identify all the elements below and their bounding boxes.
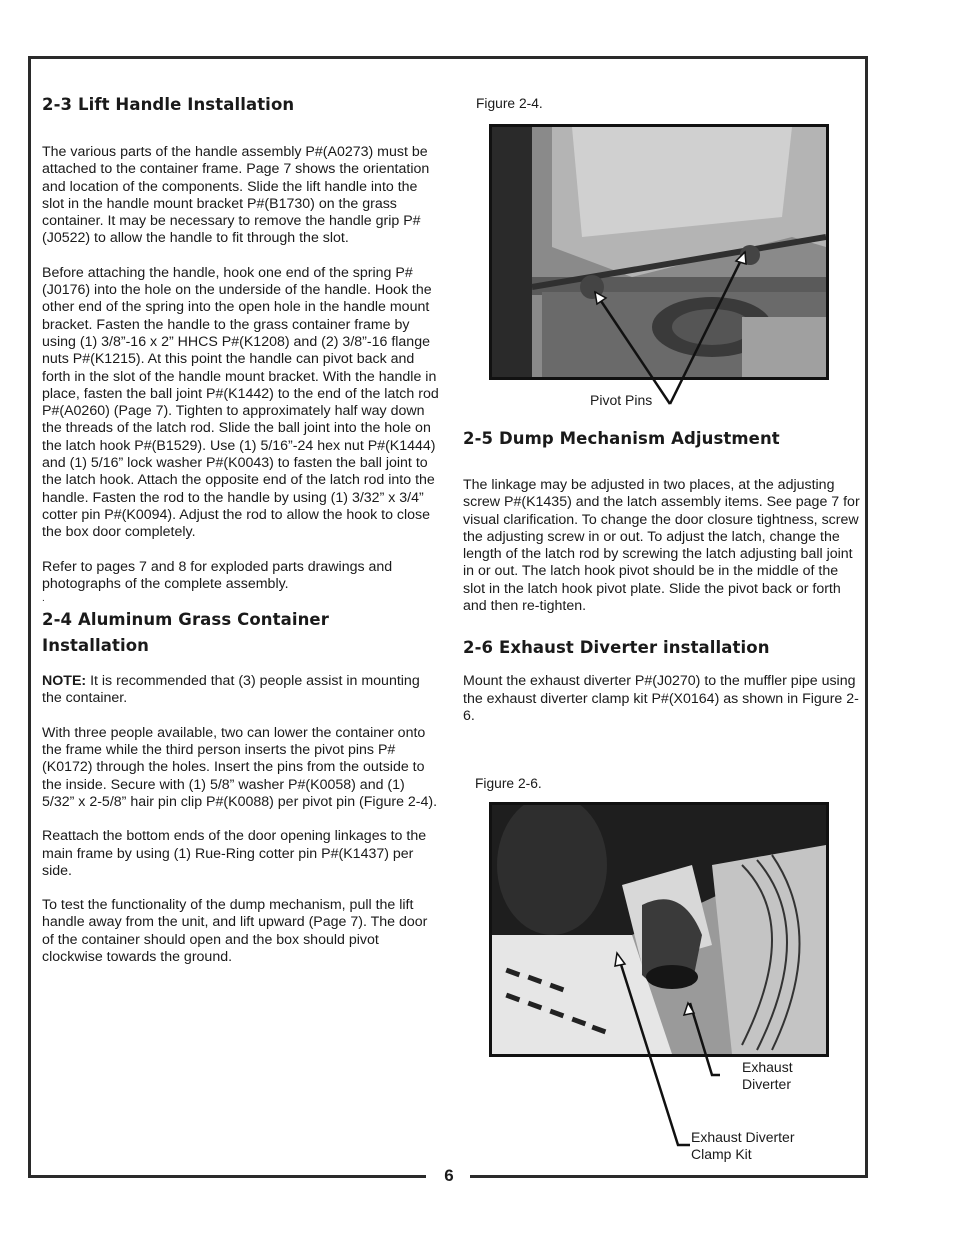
section-heading-container-line1: 2-4 Aluminum Grass Container: [42, 610, 329, 630]
figure-2-4-caption: Figure 2-4.: [476, 96, 543, 111]
left-column: [42, 92, 440, 966]
lift-handle-paragraph-2: Before attaching the handle, hook one end of the spring P#(J0176) into the hole on the underside of the handle. Hook the other end of the spring into the open hole in the handle mount bracket. Fasten the handle to the grass container frame by using (1) 3/8”-16 x 2” HHCS P#(K1208) and (2) 3/8”-16 flange nuts P#(K1215). At this point the handle can pivot back and forth in the slot of the handle mount bracket. With the handle in place, fasten the ball joint P#(K1442) to the end of the latch rod P#(A0260) (Page 7). Tighten to approximately half way down the threads of the latch rod. Slide the ball joint into the hole on the latch hook P#(B1529). Use (1) 5/16”-24 hex nut P#(K1444) and (1) 5/16” lock washer P#(K0043) to fasten the ball joint to the latch hook. Attach the opposite end of the latch rod into the handle. Fasten the rod to the handle by using (1) 3/32” x 3/4” cotter pin P#(K0094). Adjust the rod to allow the hook to close the box door completely.: [42, 264, 439, 541]
dump-paragraph-1: The linkage may be adjusted in two places, at the adjusting screw P#(K1435) and the latch assembly items. See page 7 for visual clarification. To change the door closure tightness, screw the adjusting screw in or out. To adjust the latch, change the length of the latch rod by screwing the latch adjusting ball joint in or out. The latch hook pivot should be in the middle of the slot in the latch hook pivot plate. Slide the pivot back or forth and then re-tighten.: [463, 477, 860, 615]
section-heading-dump: 2-5 Dump Mechanism Adjustment: [463, 429, 780, 448]
note-label: NOTE:: [42, 673, 87, 690]
page-number: 6: [444, 1166, 454, 1185]
figure-2-6-caption: Figure 2-6.: [475, 776, 542, 791]
pivot-pins-leader-lines: [580, 240, 760, 410]
exhaust-leader-lines: [600, 945, 730, 1150]
exhaust-diverter-callout-line1: Exhaust: [742, 1059, 793, 1075]
pivot-pins-callout: Pivot Pins: [590, 392, 653, 408]
clamp-kit-callout-line1: Exhaust Diverter: [691, 1129, 795, 1145]
section-heading-exhaust: 2-6 Exhaust Diverter installation: [463, 638, 770, 658]
exhaust-diverter-callout-line2: Diverter: [742, 1076, 792, 1092]
container-paragraph-3: To test the functionality of the dump mechanism, pull the lift handle away from the unit, and lift upward (Page 7). The door of the container should open and the box should pivot clockwise towards the ground.: [42, 897, 428, 965]
footer-rule-right: [470, 1175, 868, 1178]
stray-dot: .: [42, 593, 45, 605]
container-paragraph-1: With three people available, two can lower the container onto the frame while the third person inserts the pivot pins P#(K0172) through the holes. Insert the pins from the outside to the inside. Secure with (1) 5/8” washer P#(K0058) and (1) 5/32” x 2-5/8” hair pin clip P#(K0088) per pivot pin (Figure 2-4).: [42, 724, 438, 810]
lift-handle-paragraph-3: Refer to pages 7 and 8 for exploded parts drawings and photographs of the complete assembly.: [42, 558, 393, 592]
note-text: It is recommended that (3) people assist in mounting the container.: [42, 673, 420, 707]
exhaust-paragraph-1: Mount the exhaust diverter P#(J0270) to the muffler pipe using the exhaust diverter clamp kit P#(X0164) as shown in Figure 2-6.: [463, 673, 859, 724]
clamp-kit-callout: [691, 1129, 794, 1163]
section-heading-container-line2: Installation: [42, 636, 149, 656]
exhaust-diverter-callout: [742, 1059, 793, 1093]
footer-rule-left: [28, 1175, 426, 1178]
section-heading-lift-handle: 2-3 Lift Handle Installation: [42, 95, 295, 114]
right-column-text-a: [463, 426, 861, 725]
clamp-kit-callout-line2: Clamp Kit: [691, 1146, 752, 1162]
container-paragraph-2: Reattach the bottom ends of the door opening linkages to the main frame by using (1) Rue-Ring cotter pin P#(K1437) per side.: [42, 828, 427, 879]
lift-handle-paragraph-1: The various parts of the handle assembly P#(A0273) must be attached to the container frame. Page 7 shows the orientation and location of the components. Slide the lift handle into the slot in the handle mount bracket P#(B1730) on the grass container. It may be necessary to remove the handle grip P#(J0522) to allow the handle to fit through the slot.: [42, 144, 430, 247]
container-note: [42, 673, 440, 708]
